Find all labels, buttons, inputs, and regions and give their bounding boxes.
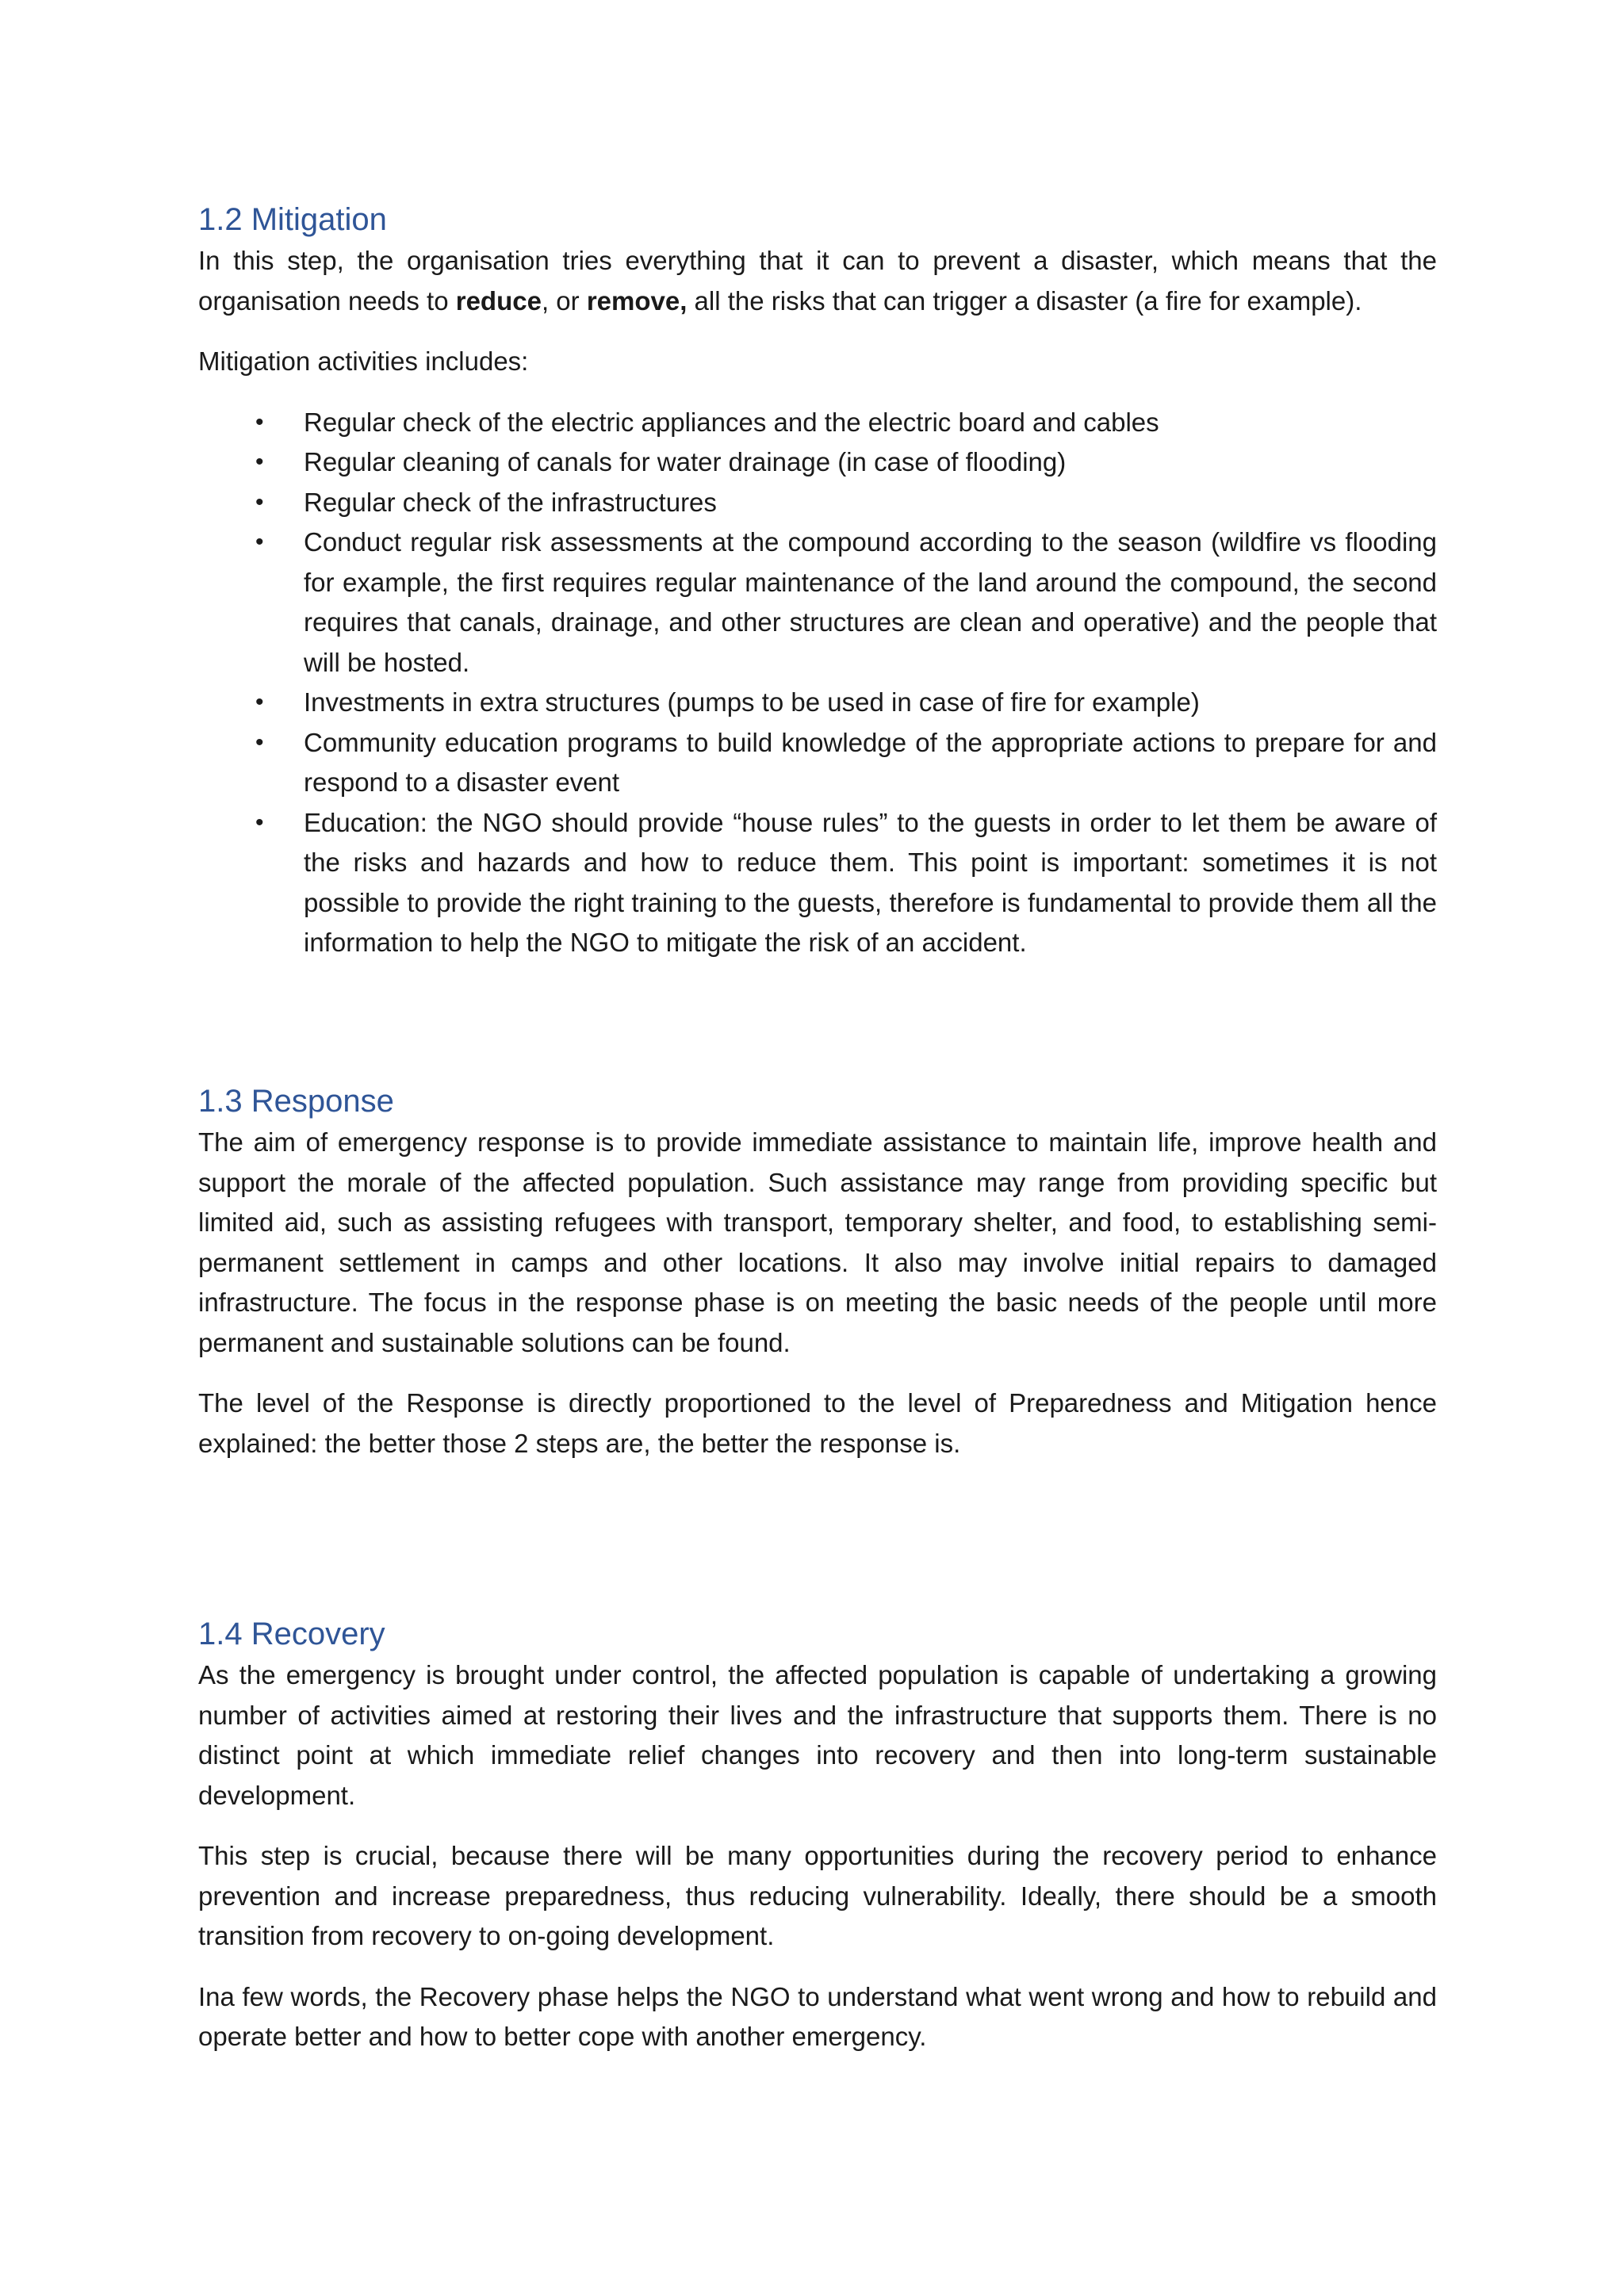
section-heading-recovery: 1.4 Recovery xyxy=(198,1617,385,1651)
list-item-text: Regular cleaning of canals for water drainage (in case of flooding) xyxy=(304,447,1067,476)
mitigation-activities-label: Mitigation activities includes: xyxy=(198,346,529,376)
response-paragraph-2: The level of the Response is directly proportioned to the level of Preparedness and Mitigation hence explained: the better those 2 steps are, the better the response is. xyxy=(198,1388,1437,1458)
section-mitigation xyxy=(198,198,1437,963)
mitigation-intro-paragraph xyxy=(198,241,1437,321)
section-heading-mitigation: 1.2 Mitigation xyxy=(198,202,387,237)
list-item xyxy=(198,803,1437,963)
list-item-text: Investments in extra structures (pumps to be used in case of fire for example) xyxy=(304,687,1200,717)
mitigation-intro-bold-reduce: reduce xyxy=(455,285,542,316)
list-item-text: Regular check of the infrastructures xyxy=(304,487,717,517)
list-item xyxy=(198,403,1437,443)
list-item xyxy=(198,683,1437,723)
bullet-icon: • xyxy=(255,408,264,435)
response-paragraph-1: The aim of emergency response is to provide immediate assistance to maintain life, improve health and support the morale of the affected population. Such assistance may range from providing specific but limited aid, such as assisting refugees with transport, temporary shelter, and food, to establishing semi-permanent settlement in camps and other locations. It also may involve initial repairs to damaged infrastructure. The focus in the response phase is on meeting the basic needs of the people until more permanent and sustainable solutions can be found. xyxy=(198,1127,1437,1357)
list-item-text: Conduct regular risk assessments at the compound according to the season (wildfire vs flooding for example, the first requires regular maintenance of the land around the compound, the second requires that canals, drainage, and other structures are clean and operative) and the people that will be hosted. xyxy=(304,527,1437,677)
section-recovery xyxy=(198,1613,1437,2057)
recovery-paragraph-2: This step is crucial, because there will be many opportunities during the recovery period to enhance prevention and increase preparedness, thus reducing vulnerability. Ideally, there should be a smooth transition from recovery to on-going development. xyxy=(198,1841,1437,1950)
list-item xyxy=(198,723,1437,803)
list-item xyxy=(198,483,1437,523)
mitigation-intro-text: , or xyxy=(541,285,587,316)
list-item-text: Community education programs to build knowledge of the appropriate actions to prepare for and respond to a disaster event xyxy=(304,727,1437,797)
mitigation-intro-text: all the risks that can trigger a disaster (a fire for example). xyxy=(687,285,1362,316)
mitigation-intro-text: In this step, the organisation tries everything that it can to prevent a disaster, which means that the organisation needs to xyxy=(198,246,1437,316)
mitigation-activities-list xyxy=(198,403,1437,963)
bullet-icon: • xyxy=(255,729,264,756)
list-item-text: Education: the NGO should provide “house rules” to the guests in order to let them be aware of the risks and hazards and how to reduce them. This point is important: sometimes it is not possible to provide the right training to the guests, therefore is fundamental to provide them all the information to help the NGO to mitigate the risk of an accident. xyxy=(304,807,1437,957)
section-response xyxy=(198,1080,1437,1464)
bullet-icon: • xyxy=(255,689,264,715)
section-heading-response: 1.3 Response xyxy=(198,1084,394,1119)
mitigation-intro-bold-remove: remove, xyxy=(586,285,688,316)
recovery-paragraph-3: Ina few words, the Recovery phase helps the NGO to understand what went wrong and how to rebuild and operate better and how to better cope with another emergency. xyxy=(198,1981,1437,2051)
recovery-paragraph-1: As the emergency is brought under control, the affected population is capable of undertaking a growing number of activities aimed at restoring their lives and the infrastructure that supports them. There is no distinct point at which immediate relief changes into recovery and then into long-term sustainable development. xyxy=(198,1660,1437,1810)
list-item-text: Regular check of the electric appliances and the electric board and cables xyxy=(304,407,1159,437)
bullet-icon: • xyxy=(255,529,264,555)
bullet-icon: • xyxy=(255,809,264,836)
list-item xyxy=(198,522,1437,683)
bullet-icon: • xyxy=(255,449,264,475)
bullet-icon: • xyxy=(255,488,264,515)
list-item xyxy=(198,442,1437,483)
